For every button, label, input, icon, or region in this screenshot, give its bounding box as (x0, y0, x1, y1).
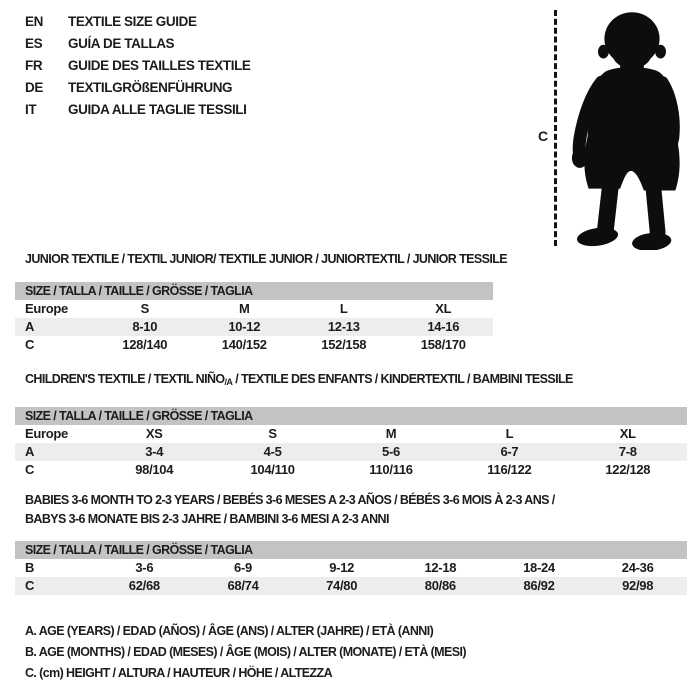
language-row-fr (25, 55, 251, 77)
table-row (15, 577, 687, 595)
table-cell: 8-10 (132, 319, 158, 334)
language-code: EN (25, 14, 43, 29)
table-row (15, 318, 493, 336)
table-cell: S (268, 426, 277, 441)
table-cell: S (140, 301, 149, 316)
row-label: A (25, 444, 35, 459)
table-row (15, 300, 493, 318)
language-list (25, 11, 251, 121)
row-label: B (25, 560, 35, 575)
table-cell: 62/68 (128, 578, 160, 593)
babies-title-line2: BABYS 3-6 MONATE BIS 2-3 JAHRE / BAMBINI 3-6 MESI A 2-3 ANNI (25, 512, 389, 526)
title-subscript: /A (224, 377, 233, 387)
table-cell: 68/74 (227, 578, 259, 593)
table-cell: 4-5 (263, 444, 282, 459)
row-label: Europe (25, 426, 68, 441)
language-label: TEXTILGRÖßENFÜHRUNG (68, 80, 233, 95)
babies-size-table (15, 541, 687, 595)
row-label: C (25, 462, 35, 477)
table-cell: M (385, 426, 397, 441)
language-row-it (25, 99, 251, 121)
table-cell: 74/80 (326, 578, 358, 593)
table-cell: XL (435, 301, 452, 316)
table-cell: 98/104 (135, 462, 174, 477)
children-size-table (15, 407, 687, 479)
language-label: GUÍA DE TALLAS (68, 36, 175, 51)
table-cell: XL (619, 426, 636, 441)
language-code: ES (25, 36, 43, 51)
size-header-bar: SIZE / TALLA / TAILLE / GRÖSSE / TAGLIA (15, 541, 687, 559)
table-row (15, 443, 687, 461)
table-cell: 3-6 (135, 560, 154, 575)
table-cell: 12-18 (424, 560, 457, 575)
junior-textile-section (0, 252, 700, 354)
children-textile-section (0, 372, 700, 479)
table-cell: XS (145, 426, 163, 441)
table-row (15, 336, 493, 354)
language-row-es (25, 33, 251, 55)
table-cell: 6-7 (500, 444, 519, 459)
legend-line-b: B. AGE (MONTHS) / EDAD (MESES) / ÂGE (MOIS) / ALTER (MONATE) / ETÀ (MESI) (25, 645, 466, 659)
legend-line-a: A. AGE (YEARS) / EDAD (AÑOS) / ÂGE (ANS) / ALTER (JAHRE) / ETÀ (ANNI) (25, 624, 434, 638)
measurement-legend (25, 621, 466, 684)
row-label: C (25, 578, 35, 593)
table-cell: 110/116 (369, 462, 413, 477)
table-cell: 6-9 (234, 560, 252, 575)
table-cell: 18-24 (523, 560, 555, 575)
table-cell: 7-8 (618, 444, 637, 459)
table-cell: 86/92 (523, 578, 555, 593)
table-cell: 104/110 (250, 462, 295, 477)
junior-table-title: JUNIOR TEXTILE / TEXTIL JUNIOR/ TEXTILE JUNIOR / JUNIORTEXTIL / JUNIOR TESSILE (25, 252, 507, 266)
row-label: Europe (25, 301, 68, 316)
language-label: GUIDA ALLE TAGLIE TESSILI (68, 102, 247, 117)
table-cell: 152/158 (321, 337, 367, 352)
row-label: C (25, 337, 35, 352)
size-header-bar: SIZE / TALLA / TAILLE / GRÖSSE / TAGLIA (15, 407, 687, 425)
babies-textile-section (0, 491, 700, 595)
table-cell: 140/152 (221, 337, 267, 352)
table-cell: 14-16 (427, 319, 460, 334)
legend-line-c: C. (cm) HEIGHT / ALTURA / HAUTEUR / HÖHE / ALTEZZA (25, 666, 333, 680)
language-row-de (25, 77, 251, 99)
language-code: DE (25, 80, 43, 95)
measurement-figure (520, 4, 700, 252)
size-header-bar: SIZE / TALLA / TAILLE / GRÖSSE / TAGLIA (15, 282, 493, 300)
toddler-silhouette-icon (565, 6, 698, 250)
table-cell: L (505, 426, 514, 441)
table-cell: 24-36 (621, 560, 654, 575)
table-cell: L (339, 301, 348, 316)
language-row-en (25, 11, 251, 33)
height-measure-dashed-line (554, 10, 557, 246)
language-code: IT (25, 102, 37, 117)
table-cell: 3-4 (145, 444, 164, 459)
language-code: FR (25, 58, 43, 73)
language-label: TEXTILE SIZE GUIDE (68, 14, 197, 29)
title-part: CHILDREN'S TEXTILE / TEXTIL NIÑO (25, 372, 225, 386)
table-cell: 12-13 (327, 319, 360, 334)
table-cell: 128/140 (122, 337, 168, 352)
table-cell: 5-6 (382, 444, 400, 459)
junior-size-table (15, 282, 493, 354)
table-cell: 10-12 (228, 319, 261, 334)
row-label: A (25, 319, 35, 334)
table-cell: 116/122 (487, 462, 532, 477)
babies-table-title (25, 491, 700, 529)
language-label: GUIDE DES TAILLES TEXTILE (68, 58, 251, 73)
table-row (15, 425, 687, 443)
table-cell: 92/98 (622, 578, 654, 593)
table-cell: 158/170 (420, 337, 466, 352)
table-cell: 80/86 (424, 578, 456, 593)
table-cell: 122/128 (605, 462, 651, 477)
table-cell: 9-12 (329, 560, 355, 575)
height-measure-label: C (538, 128, 549, 144)
babies-title-line1: BABIES 3-6 MONTH TO 2-3 YEARS / BEBÉS 3-6 MESES A 2-3 AÑOS / BÉBÉS 3-6 MOIS À 2-3 ANS / (25, 493, 555, 507)
children-table-title (25, 372, 700, 389)
table-row (15, 559, 687, 577)
title-part: / TEXTILE DES ENFANTS / KINDERTEXTIL / BAMBINI TESSILE (232, 372, 573, 386)
table-row (15, 461, 687, 479)
table-cell: M (238, 301, 250, 316)
